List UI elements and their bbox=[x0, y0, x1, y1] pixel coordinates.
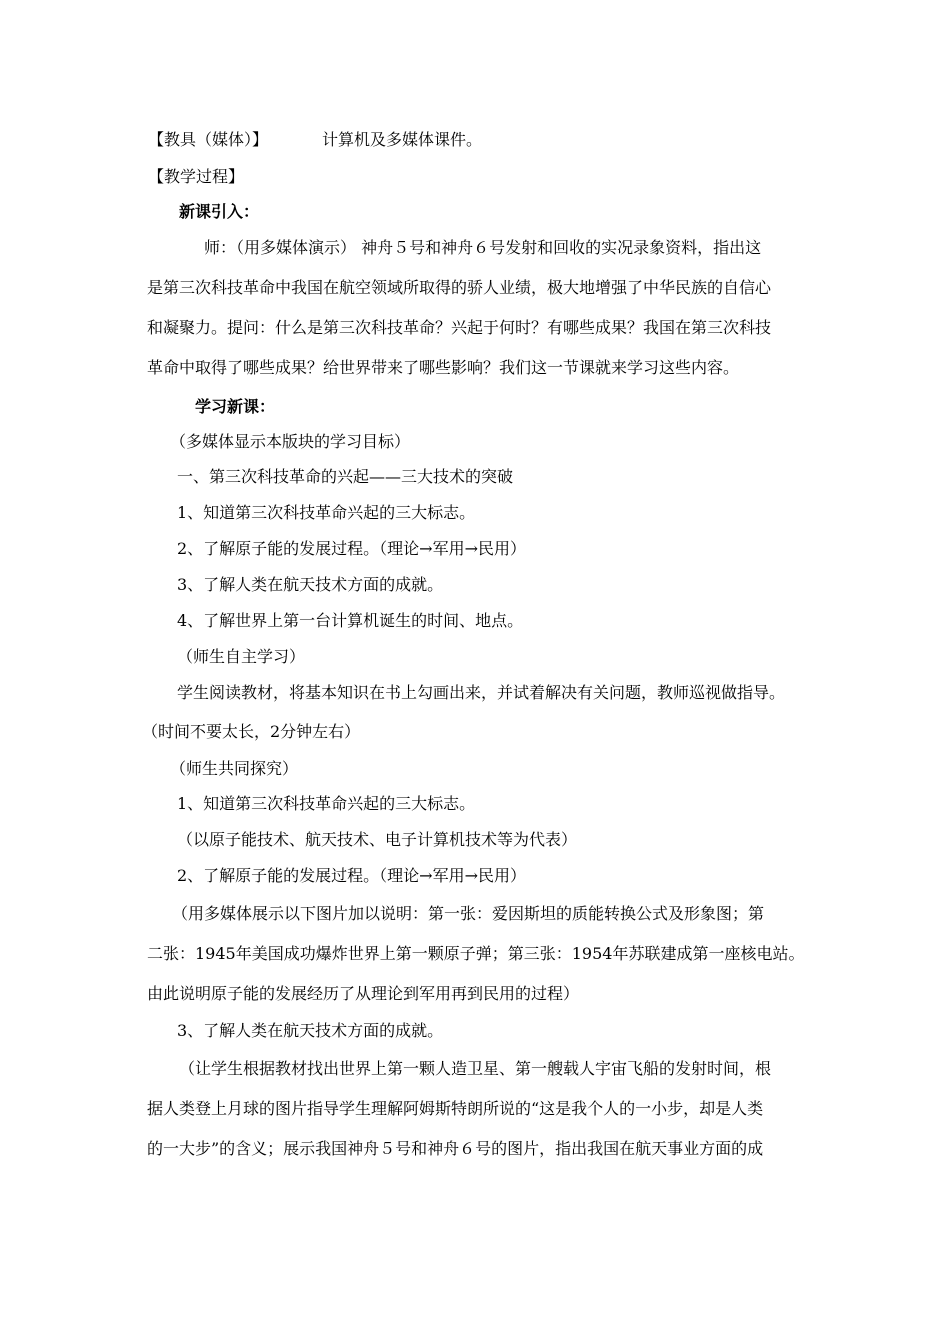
lesson-line: （师生共同探究） bbox=[170, 759, 299, 778]
lesson-line: 学生阅读教材，将基本知识在书上勾画出来，并试着解决有关问题，教师巡视做指导。 bbox=[177, 683, 786, 702]
intro-paragraph-line: 师：（用多媒体演示） 神舟５号和神舟６号发射和回收的实况录象资料，指出这 bbox=[204, 238, 762, 257]
lesson-line: （以原子能技术、航天技术、电子计算机技术等为代表） bbox=[177, 830, 578, 849]
space-paragraph-line: （让学生根据教材找出世界上第一颗人造卫星、第一艘载人宇宙飞船的发射时间，根 bbox=[179, 1059, 772, 1078]
new-lesson-heading: 学习新课： bbox=[195, 397, 276, 416]
media-paragraph-line: 由此说明原子能的发展经历了从理论到军用再到民用的过程） bbox=[147, 984, 580, 1003]
lesson-line: 1、知道第三次科技革命兴起的三大标志。 bbox=[177, 794, 476, 813]
intro-paragraph-line: 和凝聚力。提问：什么是第三次科技革命？兴起于何时？有哪些成果？我国在第三次科技 bbox=[147, 318, 772, 337]
lesson-line: （师生自主学习） bbox=[177, 647, 306, 666]
media-paragraph-line: （用多媒体展示以下图片加以说明：第一张：爱因斯坦的质能转换公式及形象图；第 bbox=[172, 904, 765, 923]
lesson-line: （时间不要太长，2分钟左右） bbox=[142, 722, 361, 741]
lesson-line: 2、了解原子能的发展过程。（理论→军用→民用） bbox=[177, 539, 526, 558]
intro-heading: 新课引入： bbox=[179, 202, 260, 221]
space-item: 3、了解人类在航天技术方面的成就。 bbox=[177, 1021, 444, 1040]
intro-paragraph-line: 是第三次科技革命中我国在航空领域所取得的骄人业绩，极大地增强了中华民族的自信心 bbox=[147, 278, 772, 297]
lesson-line: 3、了解人类在航天技术方面的成就。 bbox=[177, 575, 444, 594]
teaching-aids-label: 【教具（媒体）】 bbox=[148, 130, 269, 149]
lesson-line: （多媒体显示本版块的学习目标） bbox=[170, 432, 411, 451]
lesson-line: 1、知道第三次科技革命兴起的三大标志。 bbox=[177, 503, 476, 522]
space-paragraph-line: 据人类登上月球的图片指导学生理解阿姆斯特朗所说的“这是我个人的一小步，却是人类 bbox=[147, 1099, 764, 1118]
intro-paragraph-line: 革命中取得了哪些成果？给世界带来了哪些影响？我们这一节课就来学习这些内容。 bbox=[147, 358, 740, 377]
media-paragraph-line: 二张：1945年美国成功爆炸世界上第一颗原子弹；第三张：1954年苏联建成第一座核电站。 bbox=[147, 944, 805, 963]
teaching-aids-text: 计算机及多媒体课件。 bbox=[322, 130, 483, 149]
lesson-line: 2、了解原子能的发展过程。（理论→军用→民用） bbox=[177, 866, 526, 885]
lesson-line: 一、第三次科技革命的兴起——三大技术的突破 bbox=[177, 467, 514, 486]
lesson-line: 4、了解世界上第一台计算机诞生的时间、地点。 bbox=[177, 611, 524, 630]
space-paragraph-line: 的一大步”的含义；展示我国神舟５号和神舟６号的图片，指出我国在航天事业方面的成 bbox=[147, 1139, 764, 1158]
teaching-process-heading: 【教学过程】 bbox=[148, 167, 245, 186]
